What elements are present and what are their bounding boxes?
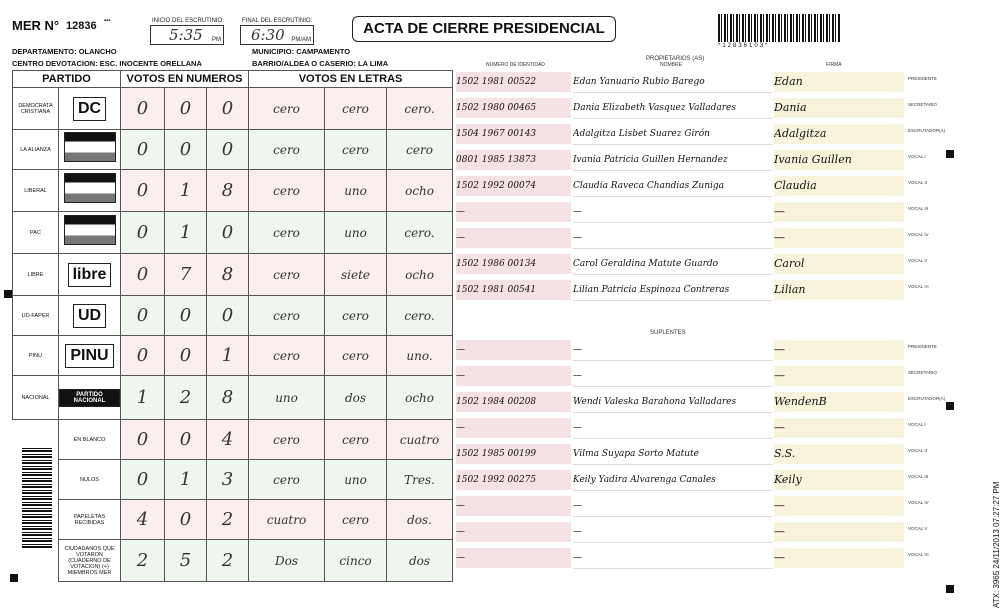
- vote-row: [13, 170, 453, 212]
- vote-word[interactable]: ocho: [387, 376, 453, 420]
- vote-word[interactable]: cero.: [387, 88, 453, 130]
- final-label: FINAL DEL ESCRUTINIO:: [242, 18, 313, 24]
- member-id[interactable]: 1502 1981 00522: [456, 72, 571, 92]
- member-id[interactable]: 0801 1985 13873: [456, 150, 571, 170]
- member-name[interactable]: Wendi Valeska Barahona Valladares: [573, 392, 773, 413]
- member-signature[interactable]: —: [774, 366, 904, 386]
- row-label: EN BLANCO: [59, 420, 121, 460]
- hdr-firma: FIRMA: [826, 62, 842, 68]
- member-role: VOCAL V: [908, 526, 928, 531]
- vote-word[interactable]: cero: [249, 336, 325, 376]
- member-id[interactable]: —: [456, 522, 571, 542]
- party-logo-text: PINU: [65, 344, 113, 368]
- party-logo-text: DC: [73, 97, 106, 121]
- vote-row: [13, 88, 453, 130]
- barrio-field: [252, 59, 388, 68]
- member-name[interactable]: —: [573, 418, 773, 439]
- member-id[interactable]: 1504 1967 00143: [456, 124, 571, 144]
- vote-digit[interactable]: 0: [165, 130, 207, 170]
- vote-digit[interactable]: 2: [165, 376, 207, 420]
- vote-digit[interactable]: 1: [121, 376, 165, 420]
- vote-digit[interactable]: 8: [207, 170, 249, 212]
- member-name[interactable]: —: [573, 366, 773, 387]
- vote-digit[interactable]: 0: [207, 88, 249, 130]
- member-role: VOCAL I: [908, 422, 926, 427]
- vote-word[interactable]: cero.: [387, 296, 453, 336]
- member-id[interactable]: 1502 1980 00465: [456, 98, 571, 118]
- party-name: UD-FAPER: [13, 296, 59, 336]
- member-id[interactable]: 1502 1985 00199: [456, 444, 571, 464]
- municipio-field: [252, 47, 350, 56]
- party-logo: [59, 296, 121, 336]
- member-role: SECRETARIO: [908, 102, 937, 107]
- vote-digit[interactable]: 2: [121, 540, 165, 582]
- member-name[interactable]: Lilian Patricia Espinoza Contreras: [573, 280, 773, 301]
- party-logo-text: PARTIDO NACIONAL: [59, 389, 120, 407]
- vote-word[interactable]: cero: [387, 130, 453, 170]
- vote-digit[interactable]: 0: [121, 88, 165, 130]
- member-row: [456, 496, 929, 516]
- vote-digit[interactable]: 0: [121, 254, 165, 296]
- votes-table: [12, 70, 453, 582]
- party-logo: [59, 376, 121, 420]
- member-name[interactable]: —: [573, 228, 773, 249]
- member-name[interactable]: Dania Elizabeth Vasquez Valladares: [573, 98, 773, 119]
- vote-word[interactable]: uno.: [387, 336, 453, 376]
- member-signature[interactable]: Edan: [774, 72, 904, 92]
- member-signature[interactable]: —: [774, 340, 904, 360]
- member-role: VOCAL III: [908, 474, 929, 479]
- member-row: [456, 548, 929, 568]
- member-row: [456, 280, 929, 300]
- suplentes-label: SUPLENTES: [650, 330, 686, 336]
- member-row: [456, 72, 937, 92]
- vote-digit[interactable]: 2: [207, 540, 249, 582]
- barrio-value: LA LIMA: [357, 59, 389, 68]
- member-signature[interactable]: Claudia: [774, 176, 904, 196]
- party-name: LIBERAL: [13, 170, 59, 212]
- vote-digit[interactable]: 1: [207, 336, 249, 376]
- member-signature[interactable]: Carol: [774, 254, 904, 274]
- vote-digit[interactable]: 0: [121, 336, 165, 376]
- member-id[interactable]: —: [456, 496, 571, 516]
- alignment-marker: [4, 290, 12, 298]
- member-row: [456, 366, 937, 386]
- vote-row: [13, 296, 453, 336]
- vote-digit[interactable]: 1: [165, 460, 207, 500]
- vote-word[interactable]: dos.: [387, 500, 453, 540]
- vote-word[interactable]: cero: [325, 130, 387, 170]
- member-row: [456, 522, 928, 542]
- member-name[interactable]: Vilma Suyapa Sorto Matute: [573, 444, 773, 465]
- member-signature[interactable]: —: [774, 228, 904, 248]
- page-title: ACTA DE CIERRE PRESIDENCIAL: [352, 16, 616, 42]
- member-role: VOCAL II: [908, 180, 927, 185]
- member-name[interactable]: Carol Geraldina Matute Guardo: [573, 254, 773, 275]
- inicio-ampm: PM: [212, 37, 221, 43]
- row-label: CIUDADANOS QUE VOTARON (CUADERNO DE VOTACION) (+) MIEMBROS MER: [59, 540, 121, 582]
- vote-word[interactable]: cero: [325, 296, 387, 336]
- vote-word[interactable]: uno: [325, 170, 387, 212]
- member-role: VOCAL V: [908, 258, 928, 263]
- vote-row: [13, 130, 453, 170]
- member-role: VOCAL IV: [908, 500, 929, 505]
- vote-digit[interactable]: 0: [165, 296, 207, 336]
- member-id[interactable]: 1502 1981 00541: [456, 280, 571, 300]
- inicio-value: 5:35: [169, 26, 203, 44]
- vote-digit[interactable]: 4: [121, 500, 165, 540]
- vote-word[interactable]: cero: [249, 130, 325, 170]
- member-signature[interactable]: Lilian: [774, 280, 904, 300]
- vote-digit[interactable]: 0: [121, 460, 165, 500]
- col-numeros: VOTOS EN NUMEROS: [121, 71, 249, 88]
- vote-digit[interactable]: 0: [121, 130, 165, 170]
- member-name[interactable]: Claudia Raveca Chandias Zuniga: [573, 176, 773, 197]
- party-logo: [59, 130, 121, 170]
- vote-word[interactable]: cero: [249, 212, 325, 254]
- vote-word[interactable]: uno: [325, 212, 387, 254]
- vote-digit[interactable]: 0: [207, 212, 249, 254]
- member-name[interactable]: —: [573, 496, 773, 517]
- member-role: VOCAL VI: [908, 284, 929, 289]
- departamento-field: [12, 47, 117, 56]
- member-role: VOCAL IV: [908, 232, 929, 237]
- vote-digit[interactable]: 0: [207, 130, 249, 170]
- member-name[interactable]: Keily Yadira Alvarenga Canales: [573, 470, 773, 491]
- member-id[interactable]: 1502 1984 00208: [456, 392, 571, 412]
- centro-field: [12, 59, 202, 68]
- member-row: [456, 98, 937, 118]
- member-signature[interactable]: Ivania Guillen: [774, 150, 904, 170]
- vote-word[interactable]: cero: [325, 500, 387, 540]
- vote-digit[interactable]: 0: [165, 336, 207, 376]
- member-id[interactable]: 1502 1992 00074: [456, 176, 571, 196]
- member-row: [456, 202, 929, 222]
- member-id[interactable]: 1502 1986 00134: [456, 254, 571, 274]
- vote-word[interactable]: cero: [249, 254, 325, 296]
- member-row: [456, 444, 927, 464]
- member-name[interactable]: Ivania Patricia Guillen Hernandez: [573, 150, 773, 171]
- member-id[interactable]: —: [456, 228, 571, 248]
- member-signature[interactable]: —: [774, 418, 904, 438]
- party-logo: [59, 170, 121, 212]
- centro-label: CENTRO DEVOTACION:: [12, 59, 98, 68]
- alignment-marker: [946, 585, 954, 593]
- party-flag-icon: [64, 132, 116, 162]
- member-name[interactable]: —: [573, 340, 773, 361]
- party-flag-icon: [64, 173, 116, 203]
- vote-word[interactable]: cero: [249, 420, 325, 460]
- vote-digit[interactable]: 0: [121, 212, 165, 254]
- vote-word[interactable]: cero: [249, 88, 325, 130]
- hdr-id: NUMERO DE IDENTIDAD: [486, 62, 545, 68]
- member-signature[interactable]: S.S.: [774, 444, 904, 464]
- vote-word[interactable]: uno: [249, 376, 325, 420]
- vote-word[interactable]: cero: [325, 420, 387, 460]
- party-name: PINU: [13, 336, 59, 376]
- municipio-label: MUNICIPIO:: [252, 47, 295, 56]
- member-signature[interactable]: Dania: [774, 98, 904, 118]
- vote-digit[interactable]: 3: [207, 460, 249, 500]
- vote-row: [13, 420, 453, 460]
- member-name[interactable]: Edan Yanuario Rubio Barego: [573, 72, 773, 93]
- member-role: PRESIDENTE: [908, 76, 937, 81]
- stamp-text: ATX: 3965 24/11/2013 07:27:27 PM: [992, 481, 1001, 608]
- departamento-value: OLANCHO: [78, 47, 117, 56]
- vote-word[interactable]: siete: [325, 254, 387, 296]
- vote-row: [13, 336, 453, 376]
- vote-row: [13, 500, 453, 540]
- member-name[interactable]: —: [573, 548, 773, 569]
- vote-word[interactable]: cuatro: [387, 420, 453, 460]
- vote-digit[interactable]: 8: [207, 376, 249, 420]
- member-row: [456, 418, 926, 438]
- vote-word[interactable]: dos: [325, 376, 387, 420]
- party-logo-text: libre: [68, 263, 112, 287]
- vote-digit[interactable]: 7: [165, 254, 207, 296]
- col-partido: PARTIDO: [13, 71, 121, 88]
- vote-digit[interactable]: 2: [207, 500, 249, 540]
- vote-word[interactable]: cero: [249, 296, 325, 336]
- alignment-marker: [10, 574, 18, 582]
- vote-digit[interactable]: 1: [165, 170, 207, 212]
- vote-word[interactable]: cero: [325, 88, 387, 130]
- party-name: LIBRE: [13, 254, 59, 296]
- member-id[interactable]: —: [456, 340, 571, 360]
- member-row: [456, 228, 929, 248]
- member-signature[interactable]: —: [774, 548, 904, 568]
- member-role: ESCRUTADOR(A): [908, 396, 946, 401]
- hdr-propietarios: PROPIETARIOS (AS): [646, 56, 705, 62]
- final-value: 6:30: [251, 26, 285, 44]
- col-letras: VOTOS EN LETRAS: [249, 71, 453, 88]
- vote-row: [13, 540, 453, 582]
- member-id[interactable]: —: [456, 548, 571, 568]
- member-signature[interactable]: Adalgitza: [774, 124, 904, 144]
- final-box: [240, 25, 314, 45]
- vote-digit[interactable]: 0: [207, 296, 249, 336]
- member-role: ESCRUTADOR(A): [908, 128, 946, 133]
- vote-row: [13, 212, 453, 254]
- vote-word[interactable]: Tres.: [387, 460, 453, 500]
- vote-word[interactable]: uno: [325, 460, 387, 500]
- mer-label: MER N°: [12, 18, 60, 33]
- vote-word[interactable]: cero: [249, 460, 325, 500]
- vote-digit[interactable]: 0: [165, 420, 207, 460]
- vote-row: [13, 376, 453, 420]
- member-name[interactable]: —: [573, 202, 773, 223]
- barcode-text: *12836103*: [718, 43, 770, 49]
- party-logo: [59, 254, 121, 296]
- member-row: [456, 470, 929, 490]
- vote-digit[interactable]: 0: [121, 296, 165, 336]
- vote-digit[interactable]: 5: [165, 540, 207, 582]
- barrio-label: BARRIO/ALDEA O CASERIO:: [252, 59, 356, 68]
- member-row: [456, 150, 926, 170]
- party-name: NACIONAL: [13, 376, 59, 420]
- final-ampm: PM/AM: [291, 37, 311, 43]
- departamento-label: DEPARTAMENTO:: [12, 47, 77, 56]
- row-label: PAPELETAS RECIBIDAS: [59, 500, 121, 540]
- member-role: SECRETARIO: [908, 370, 937, 375]
- member-row: [456, 392, 946, 412]
- vote-word[interactable]: cero: [325, 336, 387, 376]
- member-signature[interactable]: —: [774, 496, 904, 516]
- party-name: LA ALIANZA: [13, 130, 59, 170]
- vote-word[interactable]: ocho: [387, 170, 453, 212]
- member-name[interactable]: Adalgitza Lisbet Suarez Girón: [573, 124, 773, 145]
- member-id[interactable]: 1502 1992 00275: [456, 470, 571, 490]
- vote-word[interactable]: cuatro: [249, 500, 325, 540]
- row-label: NULOS: [59, 460, 121, 500]
- member-role: VOCAL II: [908, 448, 927, 453]
- alignment-marker: [946, 402, 954, 410]
- vote-word[interactable]: cinco: [325, 540, 387, 582]
- barcode: [718, 14, 840, 42]
- member-role: VOCAL III: [908, 206, 929, 211]
- member-signature[interactable]: WendenB: [774, 392, 904, 412]
- vote-word[interactable]: cero: [249, 170, 325, 212]
- alignment-marker: [946, 150, 954, 158]
- member-role: PRESIDENTE: [908, 344, 937, 349]
- party-name: DEMOCRATA CRISTIANA: [13, 88, 59, 130]
- vote-digit[interactable]: 1: [165, 212, 207, 254]
- vote-digit[interactable]: 4: [207, 420, 249, 460]
- member-id[interactable]: —: [456, 418, 571, 438]
- member-role: VOCAL VI: [908, 552, 929, 557]
- member-name[interactable]: —: [573, 522, 773, 543]
- vote-digit[interactable]: 0: [165, 88, 207, 130]
- centro-value: ESC. INOCENTE ORELLANA: [99, 59, 202, 68]
- member-signature[interactable]: —: [774, 202, 904, 222]
- party-logo-text: UD: [73, 304, 106, 328]
- municipio-value: CAMPAMENTO: [296, 47, 351, 56]
- vote-word[interactable]: cero.: [387, 212, 453, 254]
- vote-digit[interactable]: 0: [121, 420, 165, 460]
- vote-digit[interactable]: 0: [165, 500, 207, 540]
- inicio-label: INICIO DEL ESCRUTINIO:: [152, 18, 224, 24]
- member-signature[interactable]: —: [774, 522, 904, 542]
- party-logo: [59, 336, 121, 376]
- party-flag-icon: [64, 215, 116, 245]
- side-barcode: [22, 448, 52, 548]
- member-signature[interactable]: Keily: [774, 470, 904, 490]
- mer-number: 12836: [66, 20, 97, 32]
- member-row: [456, 176, 927, 196]
- vote-word[interactable]: Dos: [249, 540, 325, 582]
- member-id[interactable]: —: [456, 202, 571, 222]
- vote-row: [13, 460, 453, 500]
- vote-digit[interactable]: 8: [207, 254, 249, 296]
- party-logo: [59, 88, 121, 130]
- hdr-nombre: NOMBRE: [660, 62, 682, 68]
- print-stamp: [990, 420, 1004, 610]
- party-logo: [59, 212, 121, 254]
- member-row: [456, 124, 946, 144]
- tse-logo: ▪▪▪: [104, 18, 111, 24]
- vote-word[interactable]: ocho: [387, 254, 453, 296]
- vote-row: [13, 254, 453, 296]
- member-id[interactable]: —: [456, 366, 571, 386]
- inicio-box: [150, 25, 224, 45]
- vote-word[interactable]: dos: [387, 540, 453, 582]
- member-row: [456, 254, 928, 274]
- vote-digit[interactable]: 0: [121, 170, 165, 212]
- member-role: VOCAL I: [908, 154, 926, 159]
- party-name: PAC: [13, 212, 59, 254]
- member-row: [456, 340, 937, 360]
